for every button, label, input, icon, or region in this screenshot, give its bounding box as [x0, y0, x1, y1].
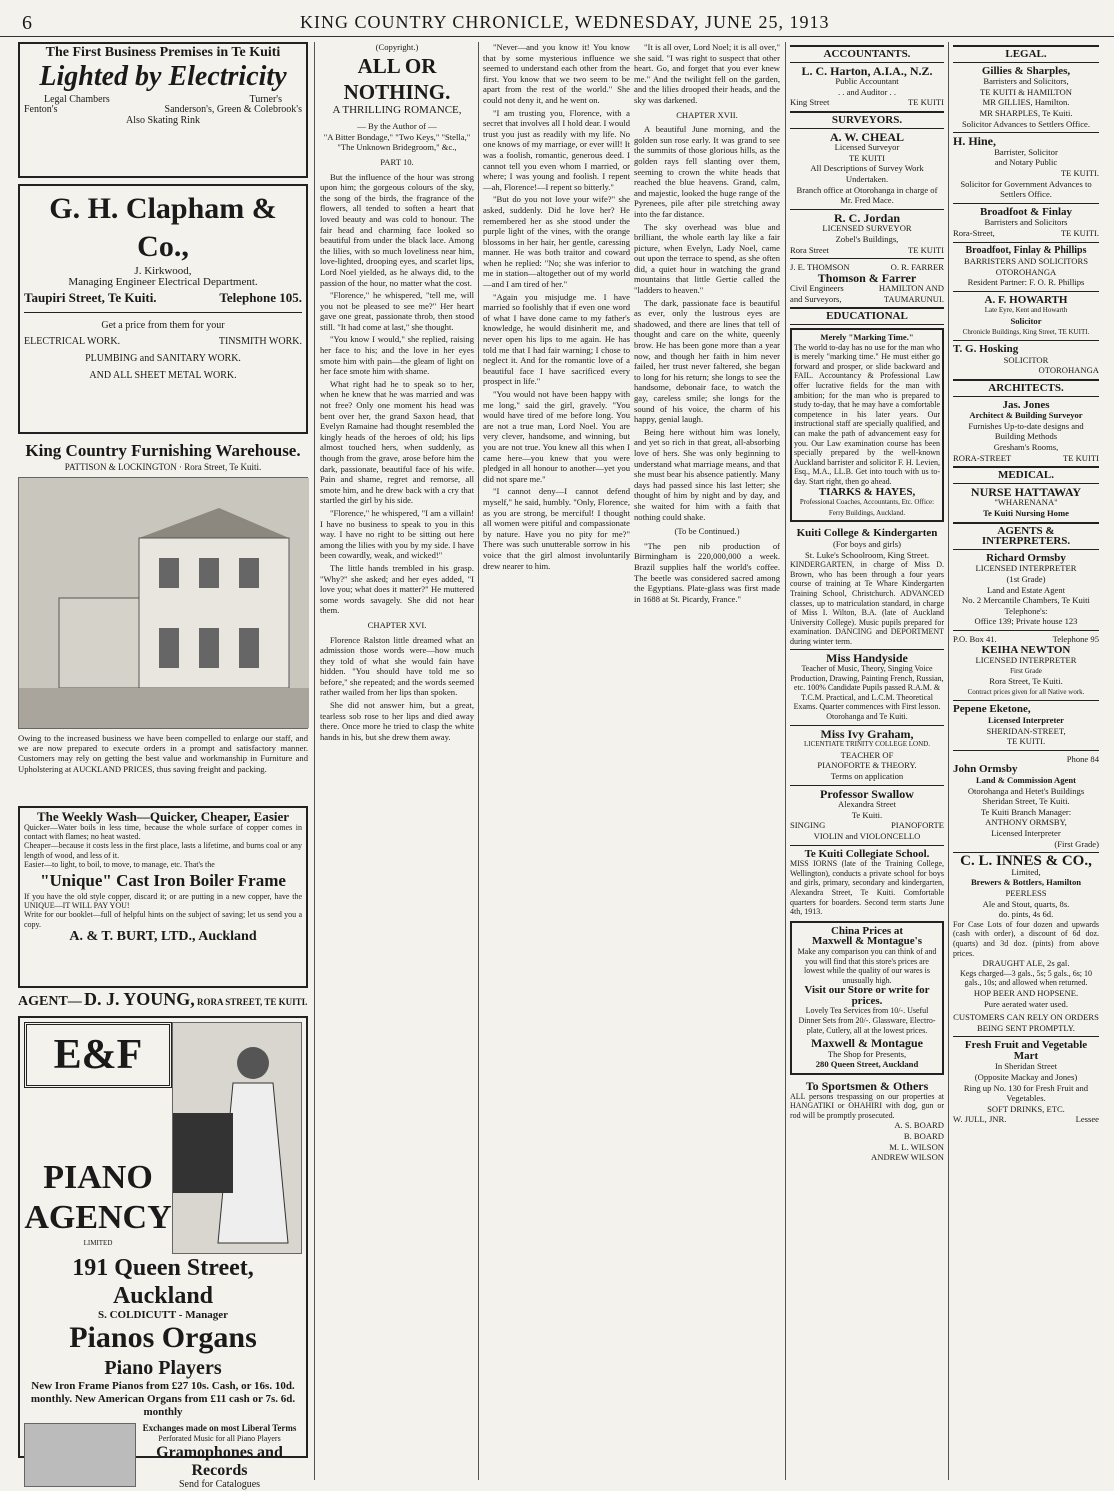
ad-line: SHERIDAN-STREET, [986, 725, 1066, 736]
ad-line: Licensed Interpreter [991, 828, 1061, 838]
notice-signature: M. L. WILSON [889, 1141, 944, 1152]
ad-town: TE KUITI. [1060, 227, 1099, 238]
wash-ad [18, 806, 308, 988]
ad-line: LICENTIATE TRINITY COLLEGE LOND. [804, 740, 930, 749]
ad-line: Alexandra Street [838, 799, 896, 810]
story-paragraph: "Florence," he whispered, "I am a villain! I have no business to speak to you in this way. I have no right to be sitting out here among the lilies with you by my side. I have been cowardly, weak, and wicked!" [320, 507, 474, 561]
furnishing-ad [18, 440, 308, 800]
ad-line: PIANOFORTE & THEORY. [817, 760, 917, 771]
ad-line: St. Luke's Schoolroom, King Street. [804, 549, 929, 560]
story-paragraph: "Again you misjudge me. I have married so foolishly that if even one word of what I have done came to my father's knowledge, he would disinherit me, and never open his lips to me again. He has told me that I had fair warning; I chose to neglect it. And for the romantic love of a beautiful face I have sacrificed every prospect in life." [483, 291, 630, 387]
ad-line: Ring up No. 130 for Fresh Fruit and Vegetables. [963, 1082, 1089, 1104]
ad-body: Make any comparison you can think of and you will find that this store's prices are lowest while the quality of our wares is unusually high. [797, 946, 937, 985]
story-paragraph: "You would not have been happy with me long," said the girl, gravely. "You would have tired of me before long. You are not a true man, Lord Noel. You are very clever, handsome, and winning, but you are not true. You knew all this when I came here—you knew that you were pledged in all honour to another—yet you did not spare me." [483, 389, 630, 484]
ad-line: PATTISON & LOCKINGTON · Rora Street, Te Kuiti. [64, 462, 262, 472]
ad-line: Land & Commission Agent [975, 775, 1077, 786]
business-name: NURSE HATTAWAY [970, 484, 1082, 499]
business-name: T. G. Hosking [953, 343, 1019, 356]
ad-line: Solicitor Advances to Settlers Office. [961, 118, 1090, 129]
warehouse-drawing [19, 478, 309, 728]
story-paragraph: "But do you not love your wife?" she asked, suddenly. Did he love her? He remembered her as she stood under the purple light of the vines, with the orange blossoms in her hair, her gentle, caressing manner. He was both traitor and coward when he replied: "No; she was inferior to me in station—altogether out of my world—and I am tired of her." [483, 194, 630, 290]
ad-line: Sanderson's, Green & Colebrook's [164, 104, 302, 116]
section-heading: ACCOUNTANTS. [790, 45, 944, 63]
story-paragraph: "You know I would," she replied, raising her face to his; and the love in her eyes smote him with pain—the gleam of light on her face smote him with shame. [320, 334, 474, 377]
warehouse-illustration [18, 477, 308, 729]
story-paragraph: The sky overhead was blue and brilliant, the whole earth lay like a fair picture, when Evelyn, Lady Noel, came out upon the terrace to spend, as she often did, a quiet hour in watching the grand mountains that little Gertie called the "ladders to heaven." [634, 221, 780, 296]
ad-title: Maxwell & Montague's [812, 935, 922, 948]
ad-line: TE KUITI & HAMILTON [980, 86, 1072, 97]
business-name: Miss Ivy Graham, [820, 726, 914, 741]
ad-address: Rora-Street, [953, 227, 995, 238]
ad-body: Owing to the increased business we have been compelled to enlarge our staff, and we are now prepared to execute orders in a prompt and satisfactory manner. Customers may rely on getting the best value and workmanship in Furniture and Upholstering at AUCKLAND PRICES, thus saving freight and packing. [18, 732, 308, 774]
story-column-2 [483, 42, 630, 1480]
ad-line: Chronicle Buildings, King Street, TE KUITI. [962, 327, 1090, 336]
ad-line: PLUMBING and SANITARY WORK. [85, 352, 241, 364]
story-paragraph: But the influence of the hour was strong upon him; the gorgeous colours of the sky, the song of the birds, the fragrance of the flowers, all tended to soften a heart that loved beauty and was cold to honour. The fair head and charming face looked so beautiful from under the black lace. Among the lilies, with so much loveliness near him, love-lighted, drooping eyes, and scarlet lips, Lord Noel yielded, as he always did, to the passion of the hour, no matter what the cost. [320, 171, 474, 288]
ad-line: Te Kuiti Nursing Home [983, 507, 1069, 518]
ad-line: Legal Chambers [44, 93, 110, 105]
column-rule [314, 42, 315, 1480]
ad-title: The First Business Premises in Te Kuiti [45, 45, 281, 60]
ad-line: Barrister, Solicitor [994, 146, 1058, 157]
ad-line: Write for our booklet—full of helpful hints on the subject of saving; let us send you a copy. [24, 910, 302, 929]
electricity-ad [18, 42, 308, 178]
agent-address: RORA STREET, TE KUITI. [196, 997, 308, 1007]
ad-line: Solicitor [1010, 316, 1042, 327]
news-snippet: "The pen nib production of Birmingham is 220,000,000 a week. Brazil supplies half the world's coffee. The beetle was considered sacred among the Egyptians. Plate-glass was first made in 1688 at St. Picardy, France." [634, 540, 780, 604]
story-paragraph: Being here without him was lonely, and yet so rich in that great, all-absorbing love of hers. She was only beginning to understand what marriage means, and that she must bear his absence patiently. Many days had passed since his last letter; she thought of him by night and by day, and she waited for him with a faith that nothing could shake. [634, 426, 780, 522]
story-paragraph: The dark, passionate face is beautiful as ever, only the lustrous eyes are shadowed, and there are lines that tell of thought and care on the white, queenly brow. He has been gone more than a year now, and though her faith in him never failed, her trust never faltered, she began to long for his return; she longs to see the handsome, debonair face, to watch the gay, careless smile; she longs for the sound of his voice, the charm of his happy, genial laugh. [634, 297, 780, 425]
ad-address: RORA-STREET [953, 452, 1012, 463]
story-paragraph: "It is all over, Lord Noel; it is all over," she said. "I was right to suspect that other heart. Go, and forget that you ever knew me." And the twilight fell on the garden, and the lilies drooped their heads, and the sky was darkened. [634, 42, 780, 105]
ad-line: Get a price from them for your [101, 319, 225, 331]
ad-line: VIOLIN and VIOLONCELLO [813, 830, 921, 841]
ad-line: Barristers and Solicitors, [983, 76, 1069, 87]
section-heading: EDUCATIONAL [790, 307, 944, 325]
ad-line: Professional Coaches, Accountants, Etc. Office: Ferry Buildings, Auckland. [799, 498, 935, 517]
story-column-1 [320, 42, 474, 1480]
agent-label: AGENT— [18, 994, 82, 1009]
ad-po-box: P.O. Box 41. [953, 633, 997, 644]
agent-line [18, 989, 308, 1009]
story-paragraph: "Florence," he whispered, "tell me, will you not be pleased to see me?" Her heart gave one great, passionate throb, then stood still. "It had come at last," she thought. [320, 290, 474, 332]
ad-line: SOFT DRINKS, ETC. [987, 1103, 1065, 1114]
agent-name: D. J. YOUNG, [83, 989, 195, 1009]
ad-line: If you have the old style copper, discard it; or are putting in a new copper, have the UNIQUE—IT WILL PAY YOU! [24, 891, 302, 911]
ad-line: and Surveyors, [790, 293, 842, 304]
business-name: Richard Ormsby [986, 551, 1066, 564]
ad-telephone: Phone 84 [1066, 753, 1099, 764]
ad-body: KINDERGARTEN, in charge of Miss D. Brown, who has been through a four years course of training at Te Whare Kindergarten Training School, Christchurch. ADVANCED classes, up to matriculation standard, in charge of Miss I. Wilton, B.A. (late of Auckland University College). Music pupils prepared for examination. DANCING and DEPORTMENT during winter term. [790, 560, 944, 646]
ad-line: Office 139; Private house 123 [974, 616, 1078, 627]
ad-body: Teacher of Music, Theory, Singing Voice Production, Drawing, Painting French, Russian, etc. 100% Candidate Pupils passed R.A.M. & T.C.M. Practical, and L.C.M. Theoretical Exams. Quarter commences with First lesson. Otorohanga and Te Kuiti. [790, 664, 944, 722]
ad-body: Lovely Tea Services from 10/-. Useful Dinner Sets from 20/-. Glassware, Electro-plate, Cutlery, all at the lowest prices. [798, 1006, 936, 1035]
ad-line: CUSTOMERS CAN RELY ON ORDERS BEING SENT PROMPTLY. [953, 1012, 1099, 1033]
directory-column-2 [953, 42, 1099, 1480]
chapter-heading: CHAPTER XVII. [676, 109, 738, 120]
ad-line: Ale and Stout, quarts, 8s. [982, 898, 1070, 909]
ad-line: In Sheridan Street [994, 1061, 1058, 1072]
ad-line: SOLICITOR [1003, 354, 1049, 365]
notice-signature: B. BOARD [903, 1131, 944, 1141]
column-rule [785, 42, 786, 1480]
partner-name: J. E. THOMSON [790, 262, 850, 273]
business-name: C. L. INNES & CO., [960, 853, 1092, 870]
business-name: KEIHA NEWTON [981, 643, 1071, 656]
ad-line: (1st Grade) [1006, 573, 1046, 584]
ad-line: Telephone's: [1004, 605, 1048, 616]
ad-line: TE KUITI. [1006, 736, 1046, 747]
business-name: Jas. Jones [1002, 398, 1050, 411]
ad-line: TAUMARUNUI. [883, 293, 944, 304]
business-name: A. W. CHEAL [829, 129, 905, 144]
story-column-3 [634, 42, 780, 1480]
column-rule [478, 42, 479, 1480]
ad-line: Licensed Interpreter [988, 715, 1064, 726]
business-name: H. Hine, [953, 134, 997, 149]
section-heading: AGENTS & INTERPRETERS. [953, 522, 1099, 550]
ad-line: Kegs charged—3 gals., 5s; 5 gals., 6s; 10 gals., 10s; and allowed when returned. [959, 968, 1093, 988]
story-paragraph: A beautiful June morning, and the golden sun rose early. It was grand to see the summits of those glorious hills, as the golden rays fell slanting over them, seeming to crown the white heads that reached the blue heavens. Grand, calm, and majestic, looked the huge range of the Pyrenees, pile after pile stretching away into the far distance. [634, 124, 780, 219]
ad-headline: PIANO [43, 1158, 153, 1196]
ads-column-left [18, 42, 308, 1491]
ad-line: Licensed Surveyor [834, 142, 900, 153]
ad-line: Furnishes Up-to-date designs and Building Methods [968, 420, 1084, 442]
business-name: Fresh Fruit and Vegetable Mart [964, 1039, 1088, 1062]
ad-line: W. JULL, JNR. [953, 1114, 1007, 1125]
ad-line: OTOROHANGA [1038, 365, 1099, 376]
business-name: Gillies & Sharples, [981, 64, 1071, 77]
ad-line: TINSMITH WORK. [218, 336, 302, 348]
ad-line: (First Grade) [1054, 838, 1099, 849]
ad-line: The Shop for Presents, [827, 1048, 907, 1059]
ad-line: LICENSED INTERPRETER [975, 655, 1077, 666]
ad-line: J. Kirkwood, [134, 265, 192, 277]
ad-line: Zobel's Buildings, [835, 233, 899, 244]
ad-headline: Visit our Store or write for prices. [804, 984, 930, 1007]
piano-ad [18, 1016, 308, 1491]
story-byline: — By the Author of — [357, 121, 437, 132]
ad-town: TE KUITI [907, 97, 944, 108]
story-title: ALL OR NOTHING. [343, 53, 451, 104]
ad-line: Terms on application [830, 771, 904, 781]
ad-address: Taupiri Street, Te Kuiti. [24, 290, 157, 306]
section-heading: LEGAL. [953, 45, 1099, 63]
business-name: Broadfoot & Finlay [979, 205, 1073, 218]
ad-line: Contract prices given for all Native work. [967, 687, 1085, 696]
ad-line: (For boys and girls) [832, 538, 902, 549]
ad-headline: AGENCY [24, 1198, 172, 1236]
page-number: 6 [22, 12, 32, 34]
ad-address: Rora Street [790, 244, 829, 255]
ad-line: and Notary Public [994, 157, 1058, 168]
ad-headline: Gramophones and Records [156, 1444, 283, 1480]
ad-line: "WHARENANA" [994, 497, 1058, 508]
ad-line: All Descriptions of Survey Work Undertaken. [810, 163, 924, 184]
ad-line: Otorohanga and Hetet's Buildings Sheridan Street, Te Kuiti. [967, 785, 1085, 807]
ad-address: 191 Queen Street, Auckland [72, 1254, 254, 1309]
ad-address: 280 Queen Street, Auckland [815, 1059, 919, 1070]
story-paragraph: "I cannot deny—I cannot defend myself," he said, humbly. "Only, Florence, as you are strong, be merciful! I thought all women were pitiful and compassionate by nature. Have you no pity for me?" There was such unutterable sorrow in his voice that the girl almost involuntarily drew nearer to him. [483, 486, 630, 571]
business-name: Broadfoot, Finlay & Phillips [965, 244, 1087, 256]
story-works: "A Bitter Bondage," "Two Keys," "Stella," "The Unknown Bridegroom," &c., [323, 131, 471, 153]
ad-line: Send for Catalogues [178, 1479, 261, 1491]
section-heading: SURVEYORS. [790, 111, 944, 129]
part-heading: PART 10. [380, 156, 414, 167]
ad-telephone: Telephone 95 [1052, 633, 1099, 644]
directory-column-1 [790, 42, 944, 1480]
ad-title: Merely "Marking Time." [820, 332, 914, 343]
column-rule [948, 42, 949, 1480]
business-name: R. C. Jordan [833, 210, 900, 225]
ad-line: Te Kuiti Branch Manager: [980, 806, 1072, 817]
ad-line: Resident Partner: F. O. R. Phillips [967, 277, 1085, 288]
ad-line: Cheaper—because it costs less in the first place, lasts a lifetime, and burns coal or any length of wood, and less of it. [24, 841, 302, 860]
ad-line: Also Skating Rink [126, 114, 200, 126]
business-name: Pepene Eketone, [953, 703, 1031, 716]
ad-line: MR SHARPLES, Te Kuiti. [979, 107, 1073, 118]
ad-line: HAMILTON AND [878, 283, 944, 294]
ad-telephone: Telephone 105. [219, 290, 302, 306]
ad-headline: Pianos Organs [69, 1321, 257, 1355]
ad-line: Solicitor for Government Advances to Settlers Office. [960, 178, 1092, 200]
business-name: Kuiti College & Kindergarten [796, 527, 938, 540]
ad-line: Easier—to light, to boil, to move, to manage, etc. That's the [24, 860, 215, 870]
ad-line: Architect & Building Surveyor [969, 410, 1083, 421]
ad-line: TE KUITI. [1060, 167, 1099, 178]
ad-line: Late Eyre, Kent and Howarth [984, 306, 1068, 315]
story-paragraph: What right had he to speak so to her, when he knew that he was married and was not free? Only one moment his head was bent over her, the grand Saxon head, that Evelyn Ramaine had thought resembled the kingly heads of the heroes of old; his lips almost touched hers, when suddenly, as though from the grave, arose before him the dark, passionate, beautiful face of his wife. Pain and shame, regret and remorse, all smote him, and he drew back with a cry that startled the girl by his side. [320, 378, 474, 506]
story-paragraph: "Never—and you know it! You know that by some mysterious influence we seemed to understand each other from the first. You know that we two seem to be apart from the rest of the world." She could not deny it, and he went on. [483, 42, 630, 105]
chapter-heading: CHAPTER XVI. [367, 619, 427, 630]
ad-line: First Grade [1010, 666, 1042, 675]
notice-title: To Sportsmen & Others [805, 1079, 929, 1094]
ad-line: PIANOFORTE [891, 820, 944, 831]
ad-body: The world to-day has no use for the man who is merely "marking time." He must either go forward and prosper, or slide backward and FAIL. Accountancy & Professional Law offer lucrative fields for the man with ambition; for the man who is prepared to study to-day, that he may have a comfortable competence in his later years. Our instructional staff are specially qualified, and can make the path of advancement easy for you. Our Law examination course has been specially prepared by the well-known Auckland barrister and solicitor F. H. Levien, Esq., M.A., LL.B. Get into touch with us to-day. Start right, then go ahead. [794, 342, 940, 486]
company-name: G. H. Clapham & Co., [49, 192, 277, 263]
clapham-ad [18, 184, 308, 434]
ad-line: Public Accountant [835, 76, 899, 87]
story-paragraph: She did not answer him, but a great, tearless sob rose to her lips and died away there. Once more he tried to clasp the white hands in his, but she drew them away. [320, 700, 474, 742]
story-subtitle: A THRILLING ROMANCE, [332, 103, 462, 116]
business-name: L. C. Harton, A.I.A., N.Z. [801, 63, 933, 78]
ad-line: Exchanges made on most Liberal Terms [142, 1423, 297, 1434]
story-paragraph: Florence Ralston little dreamed what an admission those words were—how much they told of what she would fain have hidden. "You should have told me so before," she repeated; and the words seemed rather wailed from her lips than spoken. [320, 634, 474, 698]
business-name: Professor Swallow [820, 786, 914, 801]
ad-line: Gresham's Rooms, [993, 442, 1059, 452]
ad-line: Pure aerated water used. [984, 998, 1068, 1009]
gramophone-illustration [24, 1423, 136, 1487]
brand-logo: E&F [24, 1022, 172, 1088]
ad-line: SINGING [790, 820, 826, 831]
ad-line: do. pints, 4s 6d. [998, 909, 1054, 920]
ad-line: Land and Estate Agent [986, 584, 1066, 595]
pianist-illustration [172, 1022, 302, 1254]
ad-line: ELECTRICAL WORK. [24, 336, 121, 348]
ad-line: DRAUGHT ALE, 2s gal. [982, 958, 1070, 969]
business-name: John Ormsby [953, 763, 1018, 776]
ad-line: LIMITED [83, 1238, 113, 1247]
ad-line: Turner's [249, 93, 282, 105]
story-paragraph: "I am trusting you, Florence, with a secret that involves all I hold dear. I would trust you just as readily with my life. No one knows of my marriage, or ever will! It was a foolish, romantic, generous deed. I cannot tell you even whom I married, or where; I was young and foolish. I repent—ah, Florence!—I repent so bitterly." [483, 107, 630, 192]
ad-line: Managing Engineer Electrical Department. [68, 275, 258, 288]
business-name: A. F. HOWARTH [984, 293, 1068, 306]
page-header [0, 12, 1114, 37]
company-name: King Country Furnishing Warehouse. [25, 441, 301, 460]
ad-line: OTOROHANGA [995, 266, 1057, 277]
ad-line: TEACHER OF [840, 749, 894, 760]
business-name: Te Kuiti Collegiate School. [804, 847, 930, 860]
continued-note: (To be Continued.) [674, 526, 740, 537]
ad-maker: A. & T. BURT, LTD., Auckland [69, 929, 257, 945]
ad-line: Rora Street, Te Kuiti. [989, 676, 1063, 687]
story-paragraph: The little hands trembled in his grasp. "Why?" she asked; and her eyes added, "I love you; what does it matter?" He muttered some words savagely. She did not hear them. [320, 562, 474, 616]
ad-title: The Weekly Wash—Quicker, Cheaper, Easier [36, 809, 290, 824]
ad-line: Branch office at Otorohanga in charge of Mr. Fred Mace. [796, 184, 938, 206]
ad-town: TE KUITI [907, 244, 944, 255]
section-heading: MEDICAL. [953, 466, 1099, 484]
ad-headline: "Unique" Cast Iron Boiler Frame [40, 870, 286, 890]
ad-headline: Piano Players [104, 1357, 222, 1380]
ad-line: Quicker—Water boils in less time, because the whole surface of copper comes in contact with flames; no heat wasted. [24, 822, 302, 841]
ad-line: Perforated Music for all Piano Players [158, 1433, 281, 1443]
ad-line: MR GILLIES, Hamilton. [982, 97, 1070, 108]
pianist-drawing [173, 1023, 301, 1253]
china-prices-ad [790, 921, 944, 1075]
ad-body: For Case Lots of four dozen and upwards (cash with order), a discount of 6d doz. (quarts) and 3d doz. (pints) from above prices. [953, 919, 1099, 958]
ad-line: (Opposite Mackay and Jones) [974, 1072, 1078, 1083]
ad-line: BARRISTERS AND SOLICITORS [964, 256, 1088, 267]
ad-town: TE KUITI [1062, 452, 1099, 463]
ad-line: Barristers and Solicitors [984, 217, 1068, 228]
notice-body: ALL persons trespassing on our properties at HANGATIKI or OHAHIRI with dog, gun or rod will be promptly prosecuted. [790, 1091, 944, 1120]
ad-line: Brewers & Bottlers, Hamilton [970, 877, 1082, 888]
ad-line: LICENSED INTERPRETER [975, 563, 1077, 574]
ad-line: Lessee [1075, 1114, 1099, 1125]
ad-line: HOP BEER AND HOPSENE. [973, 987, 1079, 998]
masthead: KING COUNTRY CHRONICLE, WEDNESDAY, JUNE 25, 1913 [300, 12, 830, 32]
ad-line: LICENSED SURVEYOR [822, 223, 912, 234]
ad-line: . . and Auditor . . [837, 86, 896, 97]
ad-line: ANTHONY ORMSBY, [985, 817, 1067, 828]
ad-line: PEERLESS [1005, 887, 1047, 898]
ad-body: MISS IORNS (late of the Training College, Wellington), conducts a private school for boys and girls, primary, secondary and kindergarten, Alexandra Street, Te Kuiti. Comfortable quarters for boarders. Second term starts June 4th, 1913. [790, 859, 944, 917]
ad-address: King Street [790, 97, 830, 108]
ad-line: AND ALL SHEET METAL WORK. [89, 369, 237, 381]
business-name: Miss Handyside [826, 651, 908, 666]
ad-signature: TIARKS & HAYES, [818, 485, 916, 498]
ad-line: Civil Engineers [790, 283, 844, 294]
ad-line: S. COLDICUTT - Manager [98, 1308, 228, 1321]
marking-time-ad [790, 328, 944, 522]
ad-line: Te Kuiti. [851, 809, 883, 820]
business-name: Maxwell & Montague [811, 1036, 923, 1051]
ad-line: No. 2 Mercantile Chambers, Te Kuiti [962, 595, 1090, 606]
copyright-note: (Copyright.) [375, 42, 419, 52]
ad-title: China Prices at [830, 924, 904, 937]
notice-signature: ANDREW WILSON [871, 1152, 944, 1163]
ad-line: Fenton's [24, 104, 58, 116]
ad-line: New Iron Frame Pianos from £27 10s. Cash, or 16s. 10d. monthly. New American Organs from £11 cash or 7s. 6d. monthly [30, 1380, 296, 1419]
section-heading: ARCHITECTS. [953, 379, 1099, 397]
partner-name: O. R. FARRER [890, 262, 944, 273]
ad-line: TE KUITI [848, 152, 886, 163]
business-name: Thomson & Farrer [817, 270, 917, 285]
ad-line: Limited, [1011, 866, 1041, 877]
notice-signature: A. S. BOARD [894, 1120, 944, 1131]
ad-headline: Lighted by Electricity [39, 60, 287, 92]
